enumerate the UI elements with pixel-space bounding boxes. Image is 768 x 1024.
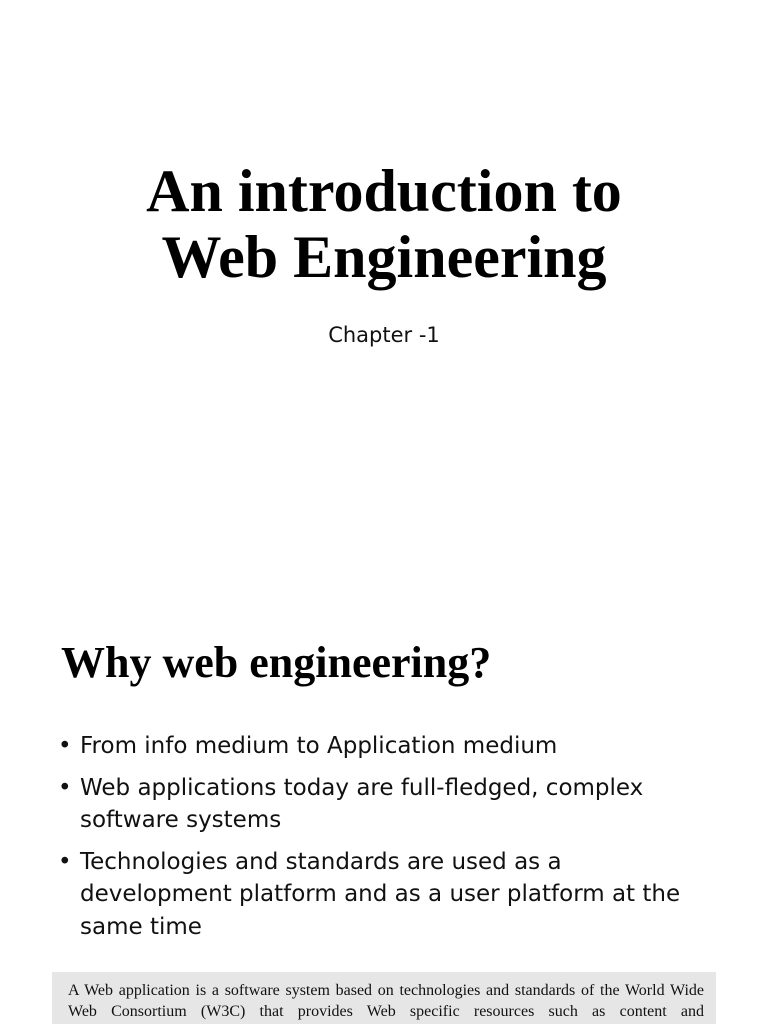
slide-title-line-2: Web Engineering xyxy=(161,224,607,290)
why-web-engineering-slide xyxy=(0,576,768,1024)
section-heading: Why web engineering? xyxy=(61,638,492,687)
chapter-subtitle: Chapter -1 xyxy=(328,323,440,347)
bullet-item: • Web applications today are full-fledged, complex software systems xyxy=(58,772,718,837)
definition-box xyxy=(52,972,716,1024)
bullet-item: • From info medium to Application medium xyxy=(58,730,718,763)
slide-title xyxy=(0,158,768,290)
bullet-item: • Technologies and standards are used as a development platform and as a user platform at the same time xyxy=(58,846,718,944)
bullet-list xyxy=(58,730,718,952)
definition-text: A Web application is a software system based on technologies and standards of the World Wide Web Consortium (W3C) that provides Web specific resources such as content and xyxy=(68,982,704,1020)
slide-title-line-1: An introduction to xyxy=(146,158,622,224)
